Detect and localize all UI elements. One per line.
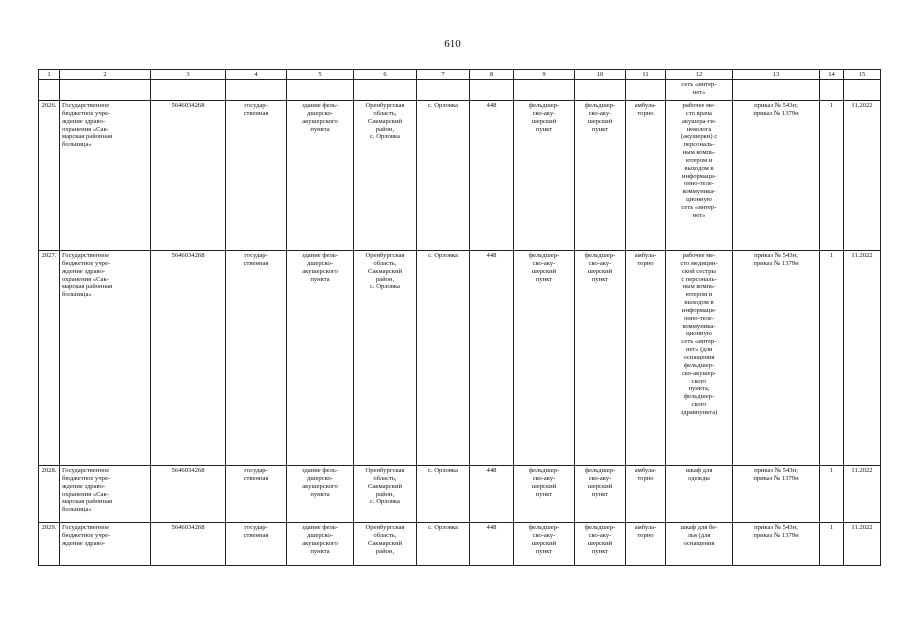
- cell-line: район,: [375, 125, 395, 133]
- cell: [733, 80, 820, 101]
- ownership-form: [226, 466, 287, 523]
- cell: [226, 80, 287, 101]
- equipment-item: [666, 251, 733, 466]
- cell-line: шерский: [531, 267, 557, 275]
- column-number: 12: [666, 70, 733, 80]
- column-number: 10: [575, 70, 626, 80]
- cell-line: одежды: [688, 474, 710, 482]
- column-number: 7: [417, 70, 470, 80]
- cell-line: Оренбургская: [365, 524, 405, 531]
- cell-line: выходом в: [684, 299, 714, 307]
- locality: с. Орловка: [417, 251, 470, 466]
- cell-line: нет»: [692, 88, 706, 96]
- table-row: [39, 251, 881, 466]
- cell-line: пункт: [591, 125, 609, 133]
- cell-line: акушера-ги-: [681, 117, 717, 125]
- cell-line: ционную: [686, 196, 712, 204]
- cell-line: приказ № 543н;: [754, 524, 798, 531]
- facility-type: [514, 466, 575, 523]
- address: [354, 101, 417, 251]
- care-conditions: [626, 523, 666, 566]
- column-number: 11: [626, 70, 666, 80]
- cell-line: шкаф для: [685, 467, 713, 474]
- cell: [417, 80, 470, 101]
- cell-line: коммуника-: [682, 322, 716, 330]
- cell-line: Оренбургская: [365, 252, 405, 259]
- cell-line: ственная: [243, 109, 269, 117]
- cell-line: ско-аку-: [532, 259, 556, 267]
- table-row: [39, 466, 881, 523]
- cell-line: информаци-: [681, 306, 717, 314]
- facility-type: [514, 523, 575, 566]
- cell-line: рабочее ме-: [682, 252, 716, 259]
- cell-line: дшерско-: [307, 259, 333, 267]
- ownership-form: [226, 101, 287, 251]
- cell-line: область,: [373, 474, 397, 482]
- cell-line: с. Орловка: [370, 133, 400, 141]
- cell-line: Сакмарский: [367, 117, 403, 125]
- cell-line: приказ № 1379н: [753, 109, 799, 117]
- cell-line: пункта,: [688, 385, 710, 393]
- cell-line: пункт: [591, 275, 609, 283]
- cell-line: ждение здраво-: [62, 267, 106, 275]
- cell-line: охранения «Сак-: [62, 490, 109, 498]
- column-number-row: [39, 70, 881, 80]
- cell-line: Государственное: [62, 467, 110, 474]
- cell-line: пункта: [310, 490, 330, 498]
- due-date: 11.2022: [844, 466, 881, 523]
- regulation-order: [733, 466, 820, 523]
- organization-name: [60, 523, 151, 566]
- cell-line: ско-аку-: [588, 474, 612, 482]
- cell-line: приказ № 1379н: [753, 474, 799, 482]
- cell-line: государ-: [244, 524, 268, 531]
- cell-line: шкаф для бе-: [680, 524, 718, 531]
- population: 448: [470, 466, 514, 523]
- cell-line: здание фель-: [301, 524, 339, 531]
- cell-line: ско-аку-: [588, 259, 612, 267]
- cell-line: марская районная: [62, 283, 113, 291]
- ownership-form: [226, 523, 287, 566]
- cell: [151, 80, 226, 101]
- cell-line: здание фель-: [301, 467, 339, 474]
- cell-line: шерский: [531, 482, 557, 490]
- cell-line: пункта: [310, 275, 330, 283]
- cell-line: нет» (для: [685, 346, 713, 354]
- cell-line: фельдшер-: [584, 102, 616, 109]
- cell-line: ско-аку-: [588, 109, 612, 117]
- inn-code: 5646034268: [151, 101, 226, 251]
- cell-line: приказ № 543н;: [754, 467, 798, 474]
- cell-line: Оренбургская: [365, 102, 405, 109]
- cell-line: выходом в: [684, 164, 714, 172]
- cell-line: пункт: [535, 125, 553, 133]
- organization-name: [60, 466, 151, 523]
- cell-line: фельдшер-: [584, 467, 616, 474]
- cell: [844, 80, 881, 101]
- cell-line: Сакмарский: [367, 539, 403, 547]
- cell-line: ско-аку-: [532, 531, 556, 539]
- cell-line: Оренбургская: [365, 467, 405, 474]
- cell-line: акушерского: [302, 482, 338, 490]
- quantity: 1: [820, 466, 844, 523]
- cell-line: фельдшер-: [528, 467, 560, 474]
- cell-line: район,: [375, 490, 395, 498]
- cell-line: пункта: [310, 125, 330, 133]
- cell: [39, 80, 60, 101]
- cell-line: ско-аку-: [588, 531, 612, 539]
- cell: [575, 80, 626, 101]
- cell-line: пункта: [310, 547, 330, 555]
- row-number: 2026.: [39, 101, 60, 251]
- cell-line: бюджетное учре-: [62, 474, 111, 482]
- cell-line: коммуника-: [682, 188, 716, 196]
- cell-line: амбула-: [634, 467, 657, 474]
- population: 448: [470, 251, 514, 466]
- row-number: 2028.: [39, 466, 60, 523]
- column-number: 14: [820, 70, 844, 80]
- row-number: 2027.: [39, 251, 60, 466]
- cell-line: торно: [637, 109, 654, 117]
- cell-line: ского: [691, 377, 707, 385]
- cell-line: государ-: [244, 467, 268, 474]
- cell: [820, 80, 844, 101]
- cell-line: шерский: [587, 267, 613, 275]
- cell-line: бюджетное учре-: [62, 531, 111, 539]
- cell: [354, 80, 417, 101]
- locality: с. Орловка: [417, 523, 470, 566]
- cell-line: ской сестры: [682, 267, 716, 275]
- cell-line: здравпункта): [680, 408, 718, 416]
- column-number: 1: [39, 70, 60, 80]
- care-conditions: [626, 101, 666, 251]
- cell-line: онно-теле-: [683, 314, 715, 322]
- cell-line: шерский: [531, 117, 557, 125]
- cell: [626, 80, 666, 101]
- cell-line: оснащения: [683, 353, 715, 361]
- equipment-table: [38, 69, 881, 566]
- facility-subtype: [575, 101, 626, 251]
- cell-line: Сакмарский: [367, 482, 403, 490]
- cell-line: ютером и: [685, 156, 713, 164]
- cell-line: пункт: [535, 547, 553, 555]
- organization-name: [60, 101, 151, 251]
- cell-line: больница»: [62, 506, 92, 514]
- cell-line: неколога: [686, 125, 712, 133]
- cell-line: больница»: [62, 291, 92, 299]
- cell-line: лья (для: [687, 531, 711, 539]
- cell-line: пункт: [535, 490, 553, 498]
- cell-line: (акушерки) с: [680, 133, 718, 141]
- facility-subtype: [575, 523, 626, 566]
- cell-line: государ-: [244, 102, 268, 109]
- cell-line: с. Орловка: [370, 283, 400, 291]
- facility-subtype: [575, 466, 626, 523]
- cell-line: приказ № 1379н: [753, 259, 799, 267]
- cell: [470, 80, 514, 101]
- cell-line: фельдшер-: [528, 102, 560, 109]
- cell-line: дшерско-: [307, 531, 333, 539]
- building-name: [287, 466, 354, 523]
- equipment-item: [666, 101, 733, 251]
- cell-line: ско-аку-: [532, 474, 556, 482]
- cell-line: здание фель-: [301, 102, 339, 109]
- page-number: 610: [444, 38, 461, 50]
- column-number: 3: [151, 70, 226, 80]
- cell-line: шерский: [531, 539, 557, 547]
- cell-line: ждение здраво-: [62, 539, 106, 547]
- cell-line: торно: [637, 531, 654, 539]
- continuation-row: [39, 80, 881, 101]
- column-number: 6: [354, 70, 417, 80]
- building-name: [287, 523, 354, 566]
- cell-line: амбула-: [634, 524, 657, 531]
- cell-line: амбула-: [634, 102, 657, 109]
- cell-line: приказ № 543н;: [754, 252, 798, 259]
- cell-line: пункт: [591, 547, 609, 555]
- address: [354, 251, 417, 466]
- regulation-order: [733, 101, 820, 251]
- cell-line: сеть «интер-: [681, 338, 717, 346]
- cell-line: охранения «Сак-: [62, 125, 109, 133]
- population: 448: [470, 101, 514, 251]
- cell-line: ционную: [686, 330, 712, 338]
- cell-line: акушерского: [302, 267, 338, 275]
- care-conditions: [626, 251, 666, 466]
- cell-line: приказ № 1379н: [753, 531, 799, 539]
- column-number: 5: [287, 70, 354, 80]
- organization-name: [60, 251, 151, 466]
- column-number: 4: [226, 70, 287, 80]
- cell-line: с. Орловка: [370, 498, 400, 506]
- column-number: 13: [733, 70, 820, 80]
- facility-type: [514, 251, 575, 466]
- care-conditions: [626, 466, 666, 523]
- cell-line: марская районная: [62, 498, 113, 506]
- facility-type: [514, 101, 575, 251]
- cell-line: бюджетное учре-: [62, 259, 111, 267]
- inn-code: 5646034268: [151, 523, 226, 566]
- cell-line: ным компь-: [682, 283, 716, 291]
- cell-line: торно: [637, 259, 654, 267]
- column-number: 2: [60, 70, 151, 80]
- due-date: 11.2022: [844, 101, 881, 251]
- table-row: [39, 101, 881, 251]
- cell-line: область,: [373, 109, 397, 117]
- cell-line: ютером и: [685, 291, 713, 299]
- due-date: 11.2022: [844, 251, 881, 466]
- cell-line: шерский: [587, 117, 613, 125]
- equipment-item: [666, 466, 733, 523]
- cell-line: Государственное: [62, 102, 110, 109]
- cell-line: акушерского: [302, 539, 338, 547]
- cell-line: сеть «интер-: [681, 203, 717, 211]
- address: [354, 523, 417, 566]
- row-number: 2029.: [39, 523, 60, 566]
- cell-line: дшерско-: [307, 109, 333, 117]
- cell-line: область,: [373, 531, 397, 539]
- cell-line: пункт: [535, 275, 553, 283]
- population: 448: [470, 523, 514, 566]
- regulation-order: [733, 523, 820, 566]
- cell-line: сто медицин-: [680, 259, 718, 267]
- cell-line: шерский: [587, 482, 613, 490]
- inn-code: 5646034268: [151, 251, 226, 466]
- cell-line: фельдшер-: [584, 252, 616, 259]
- cell-line: охранения «Сак-: [62, 275, 109, 283]
- cell-line: ственная: [243, 531, 269, 539]
- cell-line: здание фель-: [301, 252, 339, 259]
- facility-subtype: [575, 251, 626, 466]
- equipment-cell: [666, 80, 733, 101]
- table-row: [39, 523, 881, 566]
- cell-line: онно-теле-: [683, 180, 715, 188]
- locality: с. Орловка: [417, 466, 470, 523]
- cell-line: Государственное: [62, 252, 110, 259]
- cell-line: бюджетное учре-: [62, 109, 111, 117]
- cell-line: приказ № 543н;: [754, 102, 798, 109]
- column-number: 9: [514, 70, 575, 80]
- locality: с. Орловка: [417, 101, 470, 251]
- cell-line: с персональ-: [681, 275, 717, 283]
- cell-line: оснащения: [683, 539, 715, 547]
- cell-line: фельдшер-: [528, 524, 560, 531]
- address: [354, 466, 417, 523]
- quantity: 1: [820, 101, 844, 251]
- cell-line: фельдшер-: [683, 393, 715, 401]
- cell-line: Сакмарский: [367, 267, 403, 275]
- column-number: 15: [844, 70, 881, 80]
- cell-line: больница»: [62, 141, 92, 149]
- cell-line: торно: [637, 474, 654, 482]
- inn-code: 5646034268: [151, 466, 226, 523]
- building-name: [287, 251, 354, 466]
- cell-line: шерский: [587, 539, 613, 547]
- cell-line: фельдшер-: [584, 524, 616, 531]
- quantity: 1: [820, 523, 844, 566]
- cell-line: ственная: [243, 474, 269, 482]
- cell-line: область,: [373, 259, 397, 267]
- cell: [60, 80, 151, 101]
- equipment-item: [666, 523, 733, 566]
- cell-line: пункт: [591, 490, 609, 498]
- cell-line: ным компь-: [682, 149, 716, 157]
- cell-line: ждение здраво-: [62, 117, 106, 125]
- cell-line: ждение здраво-: [62, 482, 106, 490]
- cell: [287, 80, 354, 101]
- cell-line: фельдшер-: [528, 252, 560, 259]
- cell-line: марская районная: [62, 133, 113, 141]
- regulation-order: [733, 251, 820, 466]
- cell-line: информаци-: [681, 172, 717, 180]
- ownership-form: [226, 251, 287, 466]
- cell-line: дшерско-: [307, 474, 333, 482]
- cell-line: ственная: [243, 259, 269, 267]
- cell-line: амбула-: [634, 252, 657, 259]
- cell-line: нет»: [692, 211, 706, 219]
- cell-line: сеть «интер-: [681, 81, 717, 88]
- cell: [514, 80, 575, 101]
- cell-line: государ-: [244, 252, 268, 259]
- cell-line: персональ-: [683, 141, 715, 149]
- cell-line: акушерского: [302, 117, 338, 125]
- due-date: 11.2022: [844, 523, 881, 566]
- cell-line: сто врача: [686, 109, 712, 117]
- cell-line: район,: [375, 275, 395, 283]
- quantity: 1: [820, 251, 844, 466]
- cell-line: ско-акушер-: [681, 369, 717, 377]
- column-number: 8: [470, 70, 514, 80]
- cell-line: район,: [375, 547, 395, 555]
- cell-line: ского: [691, 401, 707, 409]
- cell-line: рабочее ме-: [682, 102, 716, 109]
- cell-line: Государственное: [62, 524, 110, 531]
- cell-line: фельдшер-: [683, 361, 715, 369]
- cell-line: ско-аку-: [532, 109, 556, 117]
- building-name: [287, 101, 354, 251]
